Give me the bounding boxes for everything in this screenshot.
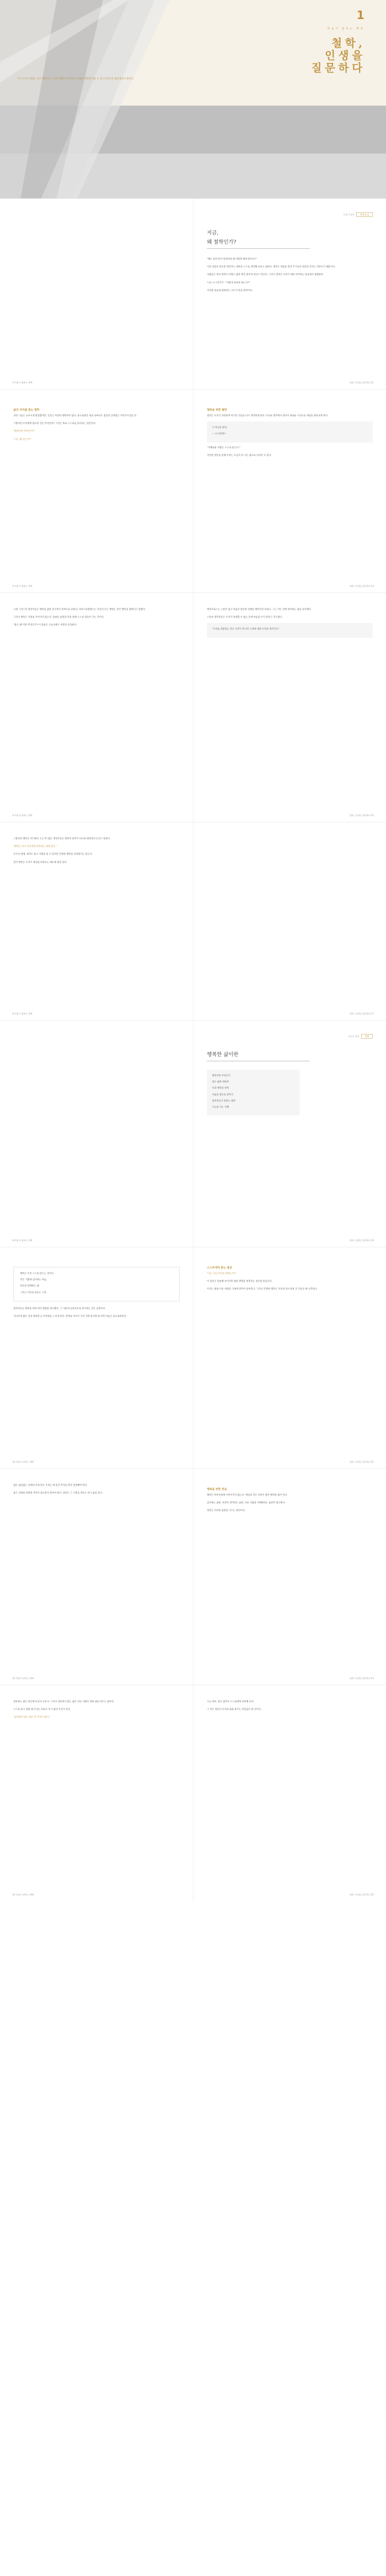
paragraph: "좋은 삶"이란 무엇인가? 이 물음은 오늘날에도 여전히 유효하다. [13,624,77,627]
section-header [207,1035,373,1038]
subheading: 스스로에게 묻는 질문 [207,1266,232,1269]
toc-item: 오늘을 사는 지혜 [212,1106,229,1109]
page-footer: 14 마음이 답하는 행복 [12,1893,34,1896]
spread-1 [0,198,386,389]
paragraph: 과학 기술은 눈부시게 발전했지만, 인간은 여전히 행복하지 않다. 풍요로워진 세상 속에서도 불안과 공허함은 사라지지 않는다. [13,415,137,417]
section-title: 행복한 삶이란 [207,1052,239,1058]
paragraph: 질문하는 삶은 피곤해 보일지 모른다. 그러나 질문하지 않는 삶은 다른 사람이 정한 답을 따르는 삶이다. [13,1701,115,1703]
page-left [0,199,193,389]
paragraph: 사람들은 흔히 철학이 어렵고 삶과 멀리 떨어져 있다고 여긴다. 그러나 철학은 우리가 매일 마주하는 물음에서 출발한다. [207,274,324,277]
subheading: 삶의 의미를 묻는 철학 [13,409,40,412]
paragraph: 이러한 질문을 통해 우리는 조금씩 더 나은 삶으로 나아갈 수 있다. [207,454,272,457]
page-left [0,389,193,593]
paragraph: 감사하는 습관, 천천히 생각하는 습관, 다른 사람을 이해하려는 습관이 필요하다. [207,1502,286,1505]
paragraph: 좋은 선택을 하려면 무엇이 중요한지 알아야 한다. 철학은 그 기준을 세우는 데 도움을 준다. [13,1492,103,1495]
page-footer: 철학, 인생을 질문하다 19 [349,1239,374,1242]
quote-line: "나는 왜 사는가?" [13,438,31,441]
paragraph: 에피쿠로스는 고통이 없고 마음이 평온한 상태를 행복이라 보았다. 그는 작은 것에 만족하는 삶을 강조했다. [207,608,312,611]
quote-box [207,623,373,637]
paragraph: 스토아 철학자들은 우리가 통제할 수 없는 일에 마음을 쓰지 말라고 가르쳤다. [207,616,283,619]
page-footer: 6 마음이 답하는 행복 [12,1012,33,1015]
quote-text: 너 자신을 알라. [212,427,227,430]
section-tag: 철학과 삶 [356,212,373,217]
spread-7 [0,1468,386,1685]
page-right [193,199,386,389]
page-footer: 철학, 인생을 질문하다 15 [349,814,374,817]
paragraph: 그 작은 질문이 우리의 삶을 바꾸는 첫걸음이 될 것이다. [207,1708,261,1711]
page-right [193,1469,386,1685]
paragraph: 행복은 하루아침에 이루어지지 않는다. 매일의 작은 실천이 쌓여 행복한 삶이 된다. [207,1494,288,1497]
toc-item: 행복이란 무엇인가 [212,1075,231,1077]
title-line-3: 질문하다 [311,61,365,74]
toc-item: 철학자들이 말하는 행복 [212,1099,236,1103]
chapter-small-heading: 마음이 답하는 행복 [327,27,364,30]
paragraph: 그렇다면 우리에게 필요한 것은 무엇일까? 그것은 바로 스스로를 돌아보는 질문이다. [13,422,96,426]
page-right [193,822,386,1021]
quote-author: — 소크라테스 [212,433,226,436]
chapter-title [311,37,365,74]
paragraph: "지혜로운 사람은 스스로 묻는다." [207,446,240,449]
paragraph: 이런 질문을 받으면 철학자는 대부분 스스로 생각해 보라고 답한다. 철학은 정답을 알려 주기보다 질문을 던지는 학문이기 때문이다. [207,266,336,269]
subheading: 행복을 위한 철학 [207,409,227,412]
page-right [193,389,386,593]
page-left [0,1469,193,1685]
paragraph: 그렇다면 행복은 어디에서 오는가? 많은 철학자들은 행복이 외부가 아니라 내면에서 온다고 말한다. [13,838,111,840]
section-header [207,213,373,216]
paragraph: 오늘 하루, 잠시 멈추어 스스로에게 질문해 보자. [207,1701,254,1703]
spread-2 [0,389,386,593]
paragraph: "나는 누구인가?", "어떻게 살아야 하는가?" [207,281,250,284]
page-left [0,1685,193,1902]
page-right [193,593,386,822]
toc-item: 덕과 행복의 관계 [212,1087,229,1090]
paragraph: "해도 될까 말까 망설여질 때 어떻게 해야 할까요?" [207,258,257,261]
highlight-box [13,1267,180,1301]
title-line-1: 철학, [331,37,365,49]
quote-line: "음미하지 않는 삶은 살 가치가 없다." [13,1716,50,1719]
box-line: 작은 기쁨에 감사하는 마음, [20,1279,47,1282]
section-title-line-2: 왜 철학인가? [207,240,236,245]
box-line: 행복은 우리 스스로 만드는 것이다. [20,1273,55,1275]
page-left [0,1247,193,1469]
page-footer: 철학, 인생을 질문하다 21 [349,1461,374,1463]
chapter-intro: 우리 모두가 원하는 것은 행복이다. 그러나 행복이 무엇인지, 어떻게 행복에 이를 수 있는지 물으면 쉽게 답하지 못한다. [17,78,134,80]
quote-line: "행복이란 무엇인가?" [13,430,35,433]
spread-3 [0,592,386,822]
page-left [0,822,193,1021]
title-rule [207,248,310,249]
quote-box [207,421,373,442]
paragraph: 삶은 끊임없는 선택의 연속이다. 우리는 매 순간 무엇을 할지 결정해야 한다. [13,1484,87,1487]
page-footer: 철학, 인생을 질문하다 17 [349,1012,374,1015]
spread-4 [0,822,386,1021]
paragraph: 이러한 물음에 답하려는 시도가 바로 철학이다. [207,289,253,292]
section-tag: 행복 [361,1034,373,1039]
paragraph: 결국 행복은 우리가 세상을 바라보는 태도에 달려 있다. [13,861,67,864]
toc-item: 마음의 평온을 찾아서 [212,1093,233,1096]
paragraph: 철학자들은 행복을 위한 여러 방법을 제시했다. 그 가운데 공통적으로 강조하는 것은 균형이다. [13,1307,106,1310]
page-right [193,1021,386,1247]
page-footer: 12 마음이 답하는 행복 [12,1677,34,1680]
spread-6 [0,1247,386,1469]
page-footer: 철학, 인생을 질문하다 25 [349,1893,374,1896]
subheading: 행복을 위한 연습 [207,1488,227,1491]
spread-5 [0,1020,386,1247]
paragraph: 우리는 종종 다른 사람의 기대에 맞추어 살아간다. 그러나 진정한 행복은 자신의 목소리에 귀 기울일 때 시작된다. [207,1288,318,1291]
paragraph: 지나치게 많은 것을 원하면 늘 부족함을 느끼게 된다. 반대로 자신이 가진 것에 감사할 줄 알면 마음은 풍요로워진다. [13,1315,127,1318]
box-line: 그리고 자신을 돌보는 시간. [20,1291,47,1294]
toc-item: 좋은 삶에 대하여 [212,1081,229,1084]
page-footer: 4 마음이 답하는 행복 [12,814,33,817]
quote-text: "우리를 괴롭히는 것은 사건이 아니라 그것에 대한 우리의 생각이다." [212,628,280,631]
spread-8 [0,1685,386,2576]
page-footer: 철학, 인생을 질문하다 23 [349,1677,374,1680]
paragraph: 돈이나 명예, 권력은 잠시 기쁨을 줄 수 있지만 진정한 행복을 보장하지는 않는다. [13,853,93,856]
paragraph: 철학은 이러한 습관을 기르는 훈련이다. [207,1510,245,1513]
paragraph: 그러나 행복은 저절로 주어지지 않는다. 올바른 습관과 덕을 통해 스스로 만들어 가는 것이다. [13,616,104,619]
toc-box [207,1070,300,1115]
paragraph: 이 질문은 단순해 보이지만 삶의 방향을 결정짓는 중요한 물음이다. [207,1280,273,1283]
quote-line: "나는 지금 무엇을 원하는가?" [207,1273,237,1275]
section-header-text: 마음의 철학 [343,213,355,216]
page-footer: 1 마음이 답하는 행복 [12,381,33,384]
paragraph: 스스로 묻고 답할 때 우리는 비로소 자기 삶의 주인이 된다. [13,1708,71,1711]
page-footer: 10 마음이 답하는 행복 [12,1461,34,1463]
page-footer: 2 마음이 답하는 행복 [12,585,33,587]
page-footer: 철학, 인생을 질문하다 13 [349,585,374,587]
box-line: 타인과 함께하는 삶, [20,1285,40,1288]
page-footer: 철학, 인생을 질문하다 11 [349,381,374,384]
page-left [0,593,193,822]
page-left [0,1021,193,1247]
section-title-line-1: 지금, [207,230,219,236]
quote-line: "행복은 자기 자신에게 만족하는 데에 있다." [13,845,57,849]
chapter-number: 1 [356,9,364,22]
title-line-2: 인생을 [325,49,365,62]
paragraph: 고대 그리스의 철학자들은 행복을 삶의 궁극적인 목적으로 보았다. 아리스토텔레스는 인간의 모든 행위는 결국 행복을 향한다고 말했다. [13,608,146,611]
page-right [193,1685,386,1902]
page-footer: 8 마음이 답하는 행복 [12,1239,33,1242]
paragraph: 철학은 우리가 당연하게 여기던 것들을 다시 생각하게 한다. 익숙한 생각에서 벗어나 새로운 시각으로 세상을 바라보게 한다. [207,415,328,417]
section-header-text: 마음의 철학 [348,1035,359,1038]
page-right [193,1247,386,1469]
cover-page [0,0,386,198]
